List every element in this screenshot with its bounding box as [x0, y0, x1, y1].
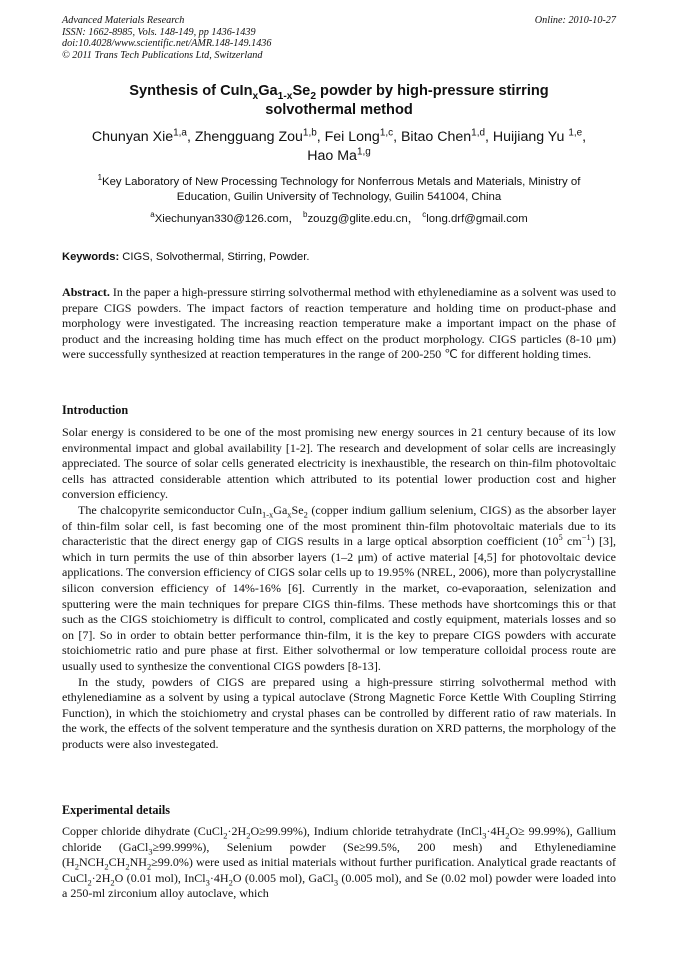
paragraph: Solar energy is considered to be one of the most promising new energy sources in 21 century because of its low environmental impact and global availability [1-2]. The research and development of solar cells are increasingly appreciated. The source of solar cells generated electricity is inexhaustible, the research on thin-film photovoltaic cells has attracted considerable attention which attributed to its potential lower production cost and higher conversion efficiency.	[62, 425, 616, 502]
author: Huijiang Yu $^{1,e}$,	[492, 127, 587, 145]
author: Bitao Chen$^{1,d}$,	[400, 127, 493, 145]
author: Chunyan Xie$^{1,a}$,	[91, 127, 195, 145]
paragraph: The chalcopyrite semiconductor $CuIn_{1-x}Ga_xSe_2$ (copper indium gallium selenium, CIGS) as the absorber layer of thin-film solar cell, is fast becoming one of the most prominent thin-film photovoltaic materials due to its characteristic that the direct energy gap of CIGS results in a large optical absorption coefficient ($10^5$ $cm^{-1}$) [3], which in turn permits the use of thin absorber layers (1–2 μm) of active material [4,5] for photovoltaic device applications. The conversion efficiency of CIGS solar cells up to 19.95% (NREL, 2006), more than polycrystalline silicon conversion efficiency of 14%-16% [6]. Currently in the market, co-evaporaation, selenization and sputtering were the main techniques for prepare CIGS thin-films. These methods have shortcomings this or that such as the CIGS stoichiometry is difficult to control, complicated and costly equipment, materials losses and so on [7]. So in order to obtain better performance thin-film, it is the key to prepare CIGS powders with accurate stoichiometric ratio and pure phase at first. Either solvothermal or low temperature colloidal process route are usually used to synthesize the conventional CIGS powders [8-13].	[62, 502, 617, 673]
author: Zhengguang Zou$^{1,b}$,	[194, 127, 325, 145]
introduction-body	[62, 425, 616, 752]
doi-line: doi:10.4028/www.scientific.net/AMR.148-149.1436	[62, 38, 272, 50]
email-link[interactable]: zouzg@glite.edu.cn，	[307, 213, 420, 225]
journal-header	[62, 15, 616, 61]
author: Fei Long$^{1,c}$,	[324, 127, 401, 145]
journal-name: Advanced Materials Research	[62, 15, 185, 26]
email-list: $^a$Xiechunyan330@126.com， $^b$zouzg@glite.edu.cn， $^c$long.drf@gmail.com	[150, 210, 528, 225]
online-date: Online: 2010-10-27	[534, 15, 616, 26]
paragraph: Copper chloride dihydrate $(CuCl_2\cdot 2H_2O\ge 99.99\%)$, Indium chloride tetrahydrate $(InCl_3\cdot 4H_2O\ge 99.99\%)$, Gallium chloride (GaCl$_3$≥99.999%), Selenium powder (Se≥99.5%, 200 mesh) and Ethylenediamine $(H_2NCH_2CH_2NH_2\ge 99.0\%)$ were used as initial materials without further purification. Analytical grade reactants of $CuCl_2\cdot 2H_2O$ (0.01 mol), $InCl_3\cdot 4H_2O$ (0.005 mol), GaCl$_3$ (0.005 mol), and Se (0.02 mol) powder were loaded into a 250-ml zirconium alloy autoclave, which	[62, 824, 617, 901]
issn-line: ISSN: 1662-8985, Vols. 148-149, pp 1436-1439	[62, 26, 256, 38]
copyright-line: © 2011 Trans Tech Publications Ltd, Switzerland	[62, 49, 263, 61]
email-link[interactable]: Xiechunyan330@126.com，	[154, 213, 300, 225]
author: Hao Ma$^{1,g}$	[307, 146, 371, 164]
paragraph: In the study, powders of CIGS are prepared using a high-pressure stirring solvothermal method with ethylenediamine as a solvent by using a typical autoclave (Strong Magnetic Force Kettle With Coupling Stirring Function), in which the stoichiometry and crystal phases can be controlled by different ratio of raw materials. In the work, the effects of the solvent temperature and the synthesis duration on XRD patterns, the morphology of the products were also investegated.	[62, 674, 616, 751]
section-heading-experimental: Experimental details	[62, 803, 170, 817]
paper-title: Synthesis of $CuIn_xGa_{1-x}Se_2$ powder by high-pressure stirring solvothermal method	[129, 83, 549, 118]
keywords: Keywords: CIGS, Solvothermal, Stirring, Powder.	[62, 251, 310, 263]
section-heading-introduction: Introduction	[62, 403, 129, 417]
email-link[interactable]: long.drf@gmail.com	[426, 213, 528, 225]
author-list	[62, 128, 616, 166]
affiliation: $^1$Key Laboratory of New Processing Technology for Nonferrous Metals and Materials, Ministry of Education, Guilin University of Technology, Guilin 541004, China	[97, 173, 581, 203]
abstract: Abstract. In the paper a high-pressure stirring solvothermal method with ethylenediamine as a solvent was used to prepare CIGS powders. The impact factors of reaction temperature and holding time on product-phase and morphology were investigated. The increasing reaction temperature make a important impact on the phase of product and the increasing holding time has much effect on the product morphology. CIGS particles (8-10 μm) were successfully synthesized at reaction temperatures in the range of 200-250 ℃ for different holding times.	[62, 285, 616, 362]
experimental-body	[62, 824, 616, 902]
